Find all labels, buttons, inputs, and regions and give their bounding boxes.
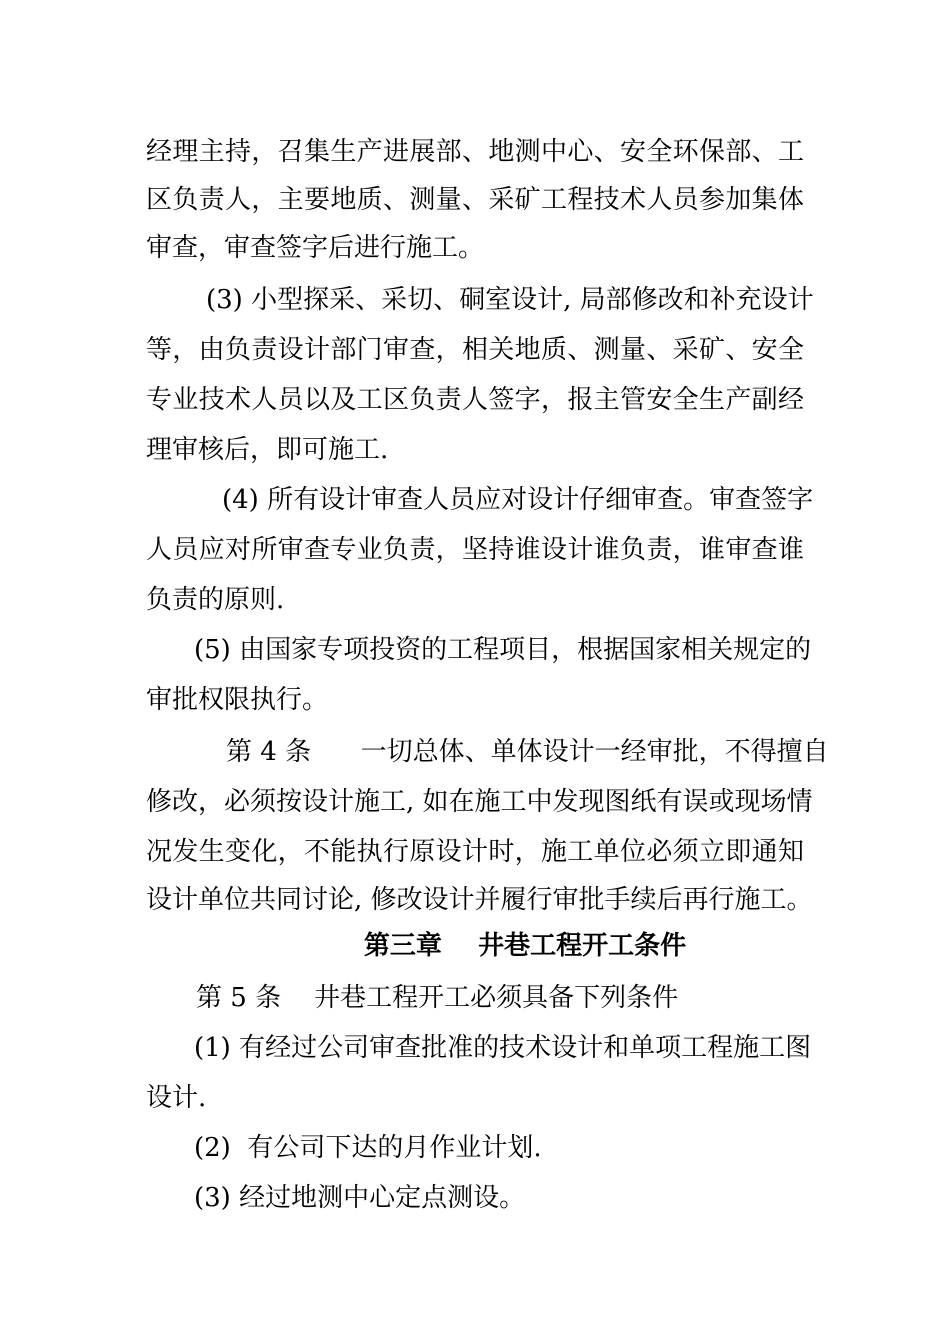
text-line: 审批权限执行。 <box>146 685 329 715</box>
text-line: 专业技术人员以及工区负责人签字，报主管安全生产副经 <box>146 385 804 415</box>
text-line: 等，由负责设计部门审查，相关地质、测量、采矿、安全 <box>146 335 804 365</box>
text-line: 设计单位共同讨论, 修改设计并履行审批手续后再行施工。 <box>146 885 813 915</box>
article-4-heading: 第 4 条 一切总体、单体设计一经审批，不得擅自 <box>226 737 829 767</box>
text-line: (4) 所有设计审查人员应对设计仔细审查。审查签字 <box>222 485 814 515</box>
text-line: 审查，审查签字后进行施工。 <box>146 233 485 263</box>
article-5-heading: 第 5 条 井巷工程开工必须具备下列条件 <box>196 983 679 1013</box>
text-line: (5) 由国家专项投资的工程项目，根据国家相关规定的 <box>194 635 812 665</box>
text-line: (3) 小型探采、采切、硐室设计, 局部修改和补充设计 <box>206 285 814 315</box>
chapter-title: 第三章 井巷工程开工条件 <box>363 931 687 961</box>
text-line: (3) 经过地测中心定点测设。 <box>194 1183 526 1213</box>
text-line: 负责的原则. <box>146 585 285 615</box>
text-line: (2) 有公司下达的月作业计划. <box>194 1133 542 1163</box>
text-line: 区负责人，主要地质、测量、采矿工程技术人员参加集体 <box>146 185 804 215</box>
text-line: (1) 有经过公司审查批准的技术设计和单项工程施工图 <box>194 1033 812 1063</box>
text-line: 修改，必须按设计施工, 如在施工中发现图纸有误或现场情 <box>146 787 813 817</box>
text-line: 理审核后，即可施工. <box>146 435 389 465</box>
text-line: 况发生变化，不能执行原设计时，施工单位必须立即通知 <box>146 837 804 867</box>
text-line: 人员应对所审查专业负责，坚持谁设计谁负责，谁审查谁 <box>146 535 804 565</box>
text-line: 设计. <box>146 1083 207 1113</box>
text-line: 经理主持，召集生产进展部、地测中心、安全环保部、工 <box>146 137 804 167</box>
